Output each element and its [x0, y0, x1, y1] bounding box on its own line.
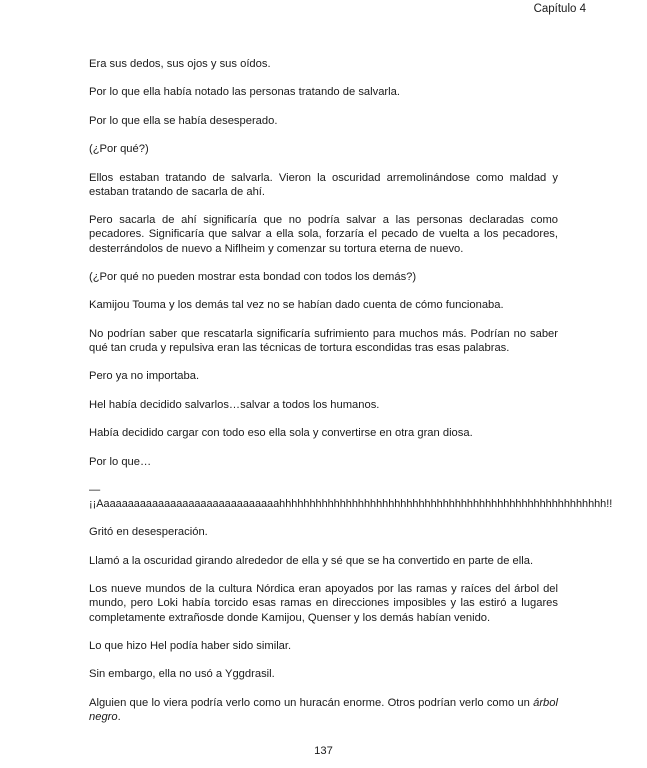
scream-line: ¡¡Aaaaaaaaaaaaaaaaaaaaaaaaaaaaaahhhhhhhhhhhhhhhhhhhhhhhhhhhhhhhhhhhhhhhhhhhhhhhhhhhhhh!!	[89, 498, 613, 511]
paragraph: Gritó en desesperación.	[89, 526, 208, 539]
paragraph: Por lo que ella había notado las personas tratando de salvarla.	[89, 86, 400, 99]
paragraph: (¿Por qué no pueden mostrar esta bondad con todos los demás?)	[89, 270, 417, 283]
paragraph: Kamijou Touma y los demás tal vez no se habían dado cuenta de cómo funcionaba.	[89, 299, 504, 312]
paragraph: Era sus dedos, sus ojos y sus oídos.	[89, 58, 271, 70]
paragraph: Ellos estaban tratando de salvarla. Vieron la oscuridad arremolinándose como maldad y estaban tratando de sacarla de ahí.	[89, 171, 558, 198]
italic-phrase: árbol negro	[89, 696, 558, 724]
paragraph: Había decidido cargar con todo eso ella sola y convertirse en otra gran diosa.	[89, 427, 473, 440]
paragraph: Hel había decidido salvarlos…salvar a todos los humanos.	[89, 398, 380, 411]
paragraph: Lo que hizo Hel podía haber sido similar.	[89, 640, 292, 653]
paragraph-text: Alguien que lo viera podría verlo como un huracán enorme. Otros podrían verlo como un	[89, 696, 534, 709]
body-text	[89, 57, 613, 738]
page-number: 137	[314, 745, 333, 757]
paragraph: Pero ya no importaba.	[89, 370, 200, 383]
paragraph: Pero sacarla de ahí significaría que no podría salvar a las personas declaradas como pecadores. Significaría que salvar a ella sola, forzaría el pecado de vuelta a los pecadores, desterrándolos de nuevo a Niflheim y comenzar su tortura eterna de nuevo.	[89, 214, 558, 255]
paragraph: Por lo que…	[89, 455, 152, 468]
paragraph: No podrían saber que rescatarla significaría sufrimiento para muchos más. Podrían no saber qué tan cruda y repulsiva eran las técnicas de tortura escondidas tras esas palabras.	[89, 327, 558, 354]
last-paragraph	[89, 696, 558, 724]
dash-line: —	[89, 483, 101, 496]
paragraph: Por lo que ella se había desesperado.	[89, 114, 278, 127]
paragraph: Los nueve mundos de la cultura Nórdica eran apoyados por las ramas y raíces del árbol del mundo, pero Loki había torcido esas ramas en direcciones imposibles y las estiró a lugares completamente extrañosde donde Kamijou, Quenser y los demás habían venido.	[89, 583, 558, 624]
chapter-header: Capítulo 4	[533, 3, 586, 15]
paragraph: (¿Por qué?)	[89, 143, 149, 156]
paragraph: Llamó a la oscuridad girando alrededor de ella y sé que se ha convertido en parte de ella.	[89, 554, 534, 567]
paragraph-end: .	[117, 711, 121, 724]
paragraph: Sin embargo, ella no usó a Yggdrasil.	[89, 668, 275, 681]
